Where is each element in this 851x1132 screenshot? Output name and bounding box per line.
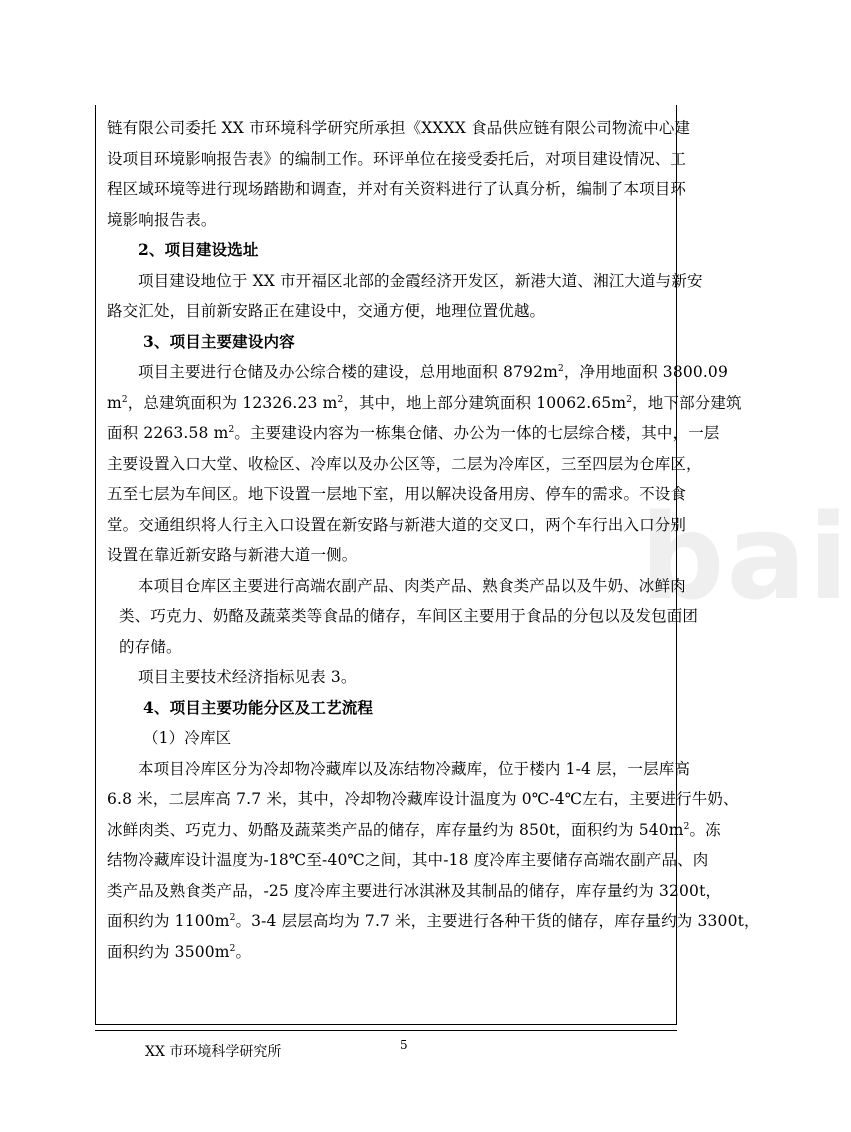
text-line xyxy=(107,937,667,968)
text-line: 的存储。 xyxy=(119,637,182,656)
text-line: 6.8 米，二层库高 7.7 米，其中，冷却物冷藏库设计温度为 0℃-4℃左右，主要进行牛奶、 xyxy=(107,790,739,808)
text-line: 程区域环境等进行现场踏勘和调查，并对有关资料进行了认真分析，编制了本项目环 xyxy=(107,180,687,198)
text-run: ，净用地面积 3800.09 xyxy=(563,363,728,381)
superscript: 2 xyxy=(121,394,128,405)
text-line: 设项目环境影响报告表》的编制工作。环评单位在接受委托后，对项目建设情况、工 xyxy=(107,149,687,168)
text-line xyxy=(107,388,742,419)
superscript: 2 xyxy=(228,424,235,435)
section-heading: 3、项目主要建设内容 xyxy=(143,331,295,351)
subsection-heading: （1）冷库区 xyxy=(143,729,232,747)
text-line xyxy=(107,906,760,937)
text-run: ，总建筑面积为 12326.23 m xyxy=(127,393,338,412)
superscript: 2 xyxy=(229,943,236,954)
watermark: bai xyxy=(640,488,851,626)
text-line: 类产品及熟食类产品，-25 度冷库主要进行冰淇淋及其制品的储存，库存量约为 3200t， xyxy=(107,881,722,900)
section-heading: 2、项目建设选址 xyxy=(138,240,259,259)
text-run: ，其中，地上部分建筑面积 10062.65m xyxy=(343,393,627,412)
text-run: 。 xyxy=(235,942,252,961)
text-line: 项目主要技术经济指标见表 3。 xyxy=(138,668,357,686)
text-run: m xyxy=(107,393,122,412)
text-line: 境影响报告表。 xyxy=(107,210,217,229)
text-line: 结物冷藏库设计温度为-18℃至-40℃之间，其中-18 度冷库主要储存高端农副产品、肉 xyxy=(107,851,709,869)
text-run: 。主要建设内容为一栋集仓储、办公为一体的七层综合楼，其中，一层 xyxy=(234,424,720,442)
text-run: 。冻 xyxy=(689,820,721,839)
text-line: 堂。交通组织将人行主入口设置在新安路与新港大道的交叉口，两个车行出入口分别 xyxy=(107,515,687,534)
text-run: 面积约为 1100m xyxy=(107,912,230,930)
text-line xyxy=(107,815,721,846)
text-line: 主要设置入口大堂、收检区、冷库以及办公区等，二层为冷库区，三至四层为仓库区， xyxy=(107,454,702,473)
footer-org: XX 市环境科学研究所 xyxy=(145,1044,282,1060)
section-heading: 4、项目主要功能分区及工艺流程 xyxy=(143,697,374,717)
superscript: 2 xyxy=(626,394,633,405)
text-line: 项目建设地位于 XX 市开福区北部的金霞经济开发区，新港大道、湘江大道与新安 xyxy=(138,271,703,290)
text-run: 项目主要进行仓储及办公综合楼的建设，总用地面积 8792m xyxy=(138,363,558,381)
text-run: 冰鲜肉类、巧克力、奶酪及蔬菜类产品的储存，库存量约为 850t，面积约为 540m xyxy=(107,820,684,839)
text-line: 链有限公司委托 XX 市环境科学研究所承担《XXXX 食品供应链有限公司物流中心建 xyxy=(107,119,691,137)
text-line: 类、巧克力、奶酪及蔬菜类等食品的储存，车间区主要用于食品的分包以及发包面团 xyxy=(119,607,699,625)
footer-rule xyxy=(95,1030,677,1031)
text-run: 。3-4 层层高均为 7.7 米，主要进行各种干货的储存，库存量约为 3300t， xyxy=(235,912,760,930)
text-run: 面积 2263.58 m xyxy=(107,424,229,442)
text-line: 本项目冷库区分为冷却物冷藏库以及冻结物冷藏库，位于楼内 1-4 层，一层库高 xyxy=(138,759,691,778)
superscript: 2 xyxy=(557,363,564,374)
text-line: 五至七层为车间区。地下设置一层地下室，用以解决设备用房、停车的需求。不设食 xyxy=(107,485,687,503)
superscript: 2 xyxy=(683,821,690,832)
page-number: 5 xyxy=(400,1038,408,1052)
text-line: 设置在靠近新安路与新港大道一侧。 xyxy=(107,546,358,564)
text-line: 本项目仓库区主要进行高端农副产品、肉类产品、熟食类产品以及牛奶、冰鲜肉 xyxy=(138,576,686,595)
superscript: 2 xyxy=(337,394,344,405)
text-run: ，地下部分建筑 xyxy=(632,393,742,412)
text-run: 面积约为 3500m xyxy=(107,942,230,961)
superscript: 2 xyxy=(229,912,236,923)
text-line: 路交汇处，目前新安路正在建设中，交通方便，地理位置优越。 xyxy=(107,302,546,320)
text-line xyxy=(107,357,728,388)
text-line xyxy=(107,418,720,449)
